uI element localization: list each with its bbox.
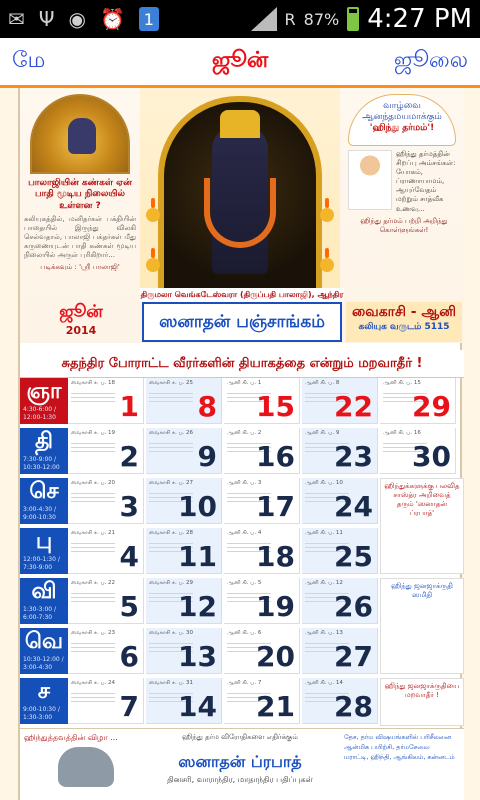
date-number: 19	[256, 590, 295, 623]
day-row	[20, 428, 464, 476]
tamil-date: வைகாசி ச. ப. 18	[71, 380, 116, 386]
tamil-date: ஆனி கி. ப. 6	[227, 630, 262, 636]
weekday-label: ஞா	[26, 379, 62, 404]
notes-lines	[149, 390, 193, 404]
date-cell[interactable]	[68, 428, 144, 474]
date-cell[interactable]	[146, 678, 222, 724]
date-number: 20	[256, 640, 295, 673]
tamil-date: வைகாசி ச. ப. 26	[149, 430, 194, 436]
date-number: 4	[119, 540, 139, 573]
weekday-label: தி	[34, 429, 54, 454]
date-number: 18	[256, 540, 295, 573]
weekday-label: பு	[35, 529, 53, 554]
tamil-date: ஆனி கி. ப. 1	[227, 380, 262, 386]
tamil-date: ஆனி கி. ப. 15	[383, 380, 421, 386]
date-number: 22	[334, 390, 373, 423]
lamp-icon	[320, 258, 334, 272]
promo-note: ஹிந்து ஜனஜாக்ருதி ஸமிதி	[380, 578, 464, 674]
tamil-date: வைகாசி ச. ப. 28	[149, 530, 194, 536]
date-cell[interactable]	[68, 678, 144, 724]
battery-percent: 87%	[303, 9, 340, 29]
date-number: 1	[119, 390, 139, 423]
tamil-date: ஆனி கி. ப. 3	[227, 480, 262, 486]
notes-lines	[149, 440, 193, 454]
month-year-label: ஜூன் 2014	[59, 302, 103, 337]
date-cell[interactable]	[68, 628, 144, 674]
notes-lines	[71, 540, 115, 554]
tamil-date: ஆனி கி. ப. 9	[305, 430, 340, 436]
date-number: 2	[119, 440, 139, 473]
footer-center-ad: ஹிந்து தர்ம விரோதிகளை எதிர்க்கும் ஸனாதன் ப்ரபாத் தினசரி, வாராந்திர, மாதாந்திர பதிப்புகள்	[167, 733, 313, 784]
calendar-grid	[20, 378, 464, 728]
rahu-kalam-times: 4:30-6:00 / 12:00-1:30	[23, 406, 57, 421]
date-number: 12	[178, 590, 217, 623]
footer-ads	[20, 728, 464, 800]
lamp-icon	[146, 258, 160, 272]
tagline: சுதந்திர போராட்ட வீரர்களின் தியாகத்தை என்றும் மறவாதீர் !	[20, 350, 464, 378]
weekday-header	[20, 678, 68, 724]
date-number: 27	[334, 640, 373, 673]
date-number: 10	[178, 490, 217, 523]
promo-note: ஹிந்துக்களுக்கு பலவித சாஸ்த்ர அறிவைத் தரும் 'ஸனாதன் ப்ரபாத்'	[380, 478, 464, 574]
tamil-date: வைகாசி ச. ப. 20	[71, 480, 116, 486]
notes-lines	[71, 490, 115, 504]
date-cell[interactable]	[224, 528, 300, 574]
elephant-icon	[58, 747, 114, 787]
date-number: 5	[119, 590, 139, 623]
tamil-date: ஆனி கி. ப. 16	[383, 430, 421, 436]
tamil-date: வைகாசி ச. ப. 29	[149, 580, 194, 586]
weekday-label: செ	[29, 479, 59, 504]
date-cell[interactable]	[68, 578, 144, 624]
tamil-date: வைகாசி ச. ப. 31	[149, 680, 194, 686]
right-article-heading: வாழ்வை ஆனந்தமயமாக்கும் 'ஹிந்து தர்மம்'!	[348, 94, 456, 146]
tamil-date: வைகாசி ச. ப. 25	[149, 380, 194, 386]
day-row	[20, 378, 464, 426]
date-number: 15	[256, 390, 295, 423]
tamil-month-label: வைகாசி - ஆனி கலியுக வருடம் 5115	[346, 302, 462, 342]
footer-left-ad: ஹிந்துத்தவத்தின் விழா ...	[24, 733, 136, 797]
yoga-figure-icon	[348, 150, 392, 210]
notes-lines	[71, 690, 115, 704]
left-article	[24, 94, 136, 334]
rahu-kalam-times: 12:00-1:30 / 7:30-9:00	[23, 556, 60, 571]
balaji-portrait-icon	[30, 94, 130, 174]
calendar-header	[20, 88, 464, 343]
notes-lines	[71, 640, 115, 654]
date-number: 16	[256, 440, 295, 473]
date-cell[interactable]	[224, 578, 300, 624]
email-icon: ✉	[8, 7, 25, 31]
date-cell[interactable]	[302, 428, 378, 474]
date-cell[interactable]	[68, 378, 144, 424]
lamp-icon	[146, 208, 160, 222]
prev-month-button[interactable]: மே	[12, 47, 46, 73]
date-cell[interactable]	[146, 628, 222, 674]
date-cell[interactable]	[68, 528, 144, 574]
date-cell[interactable]	[224, 678, 300, 724]
date-number: 25	[334, 540, 373, 573]
battery-icon	[347, 7, 359, 31]
date-number: 6	[119, 640, 139, 673]
eye-icon: ◉	[68, 7, 86, 31]
date-number: 24	[334, 490, 373, 523]
date-cell[interactable]	[224, 478, 300, 524]
date-number: 8	[197, 390, 217, 423]
tamil-date: ஆனி கி. ப. 5	[227, 580, 262, 586]
date-number: 9	[197, 440, 217, 473]
deity-image	[140, 88, 340, 298]
date-number: 13	[178, 640, 217, 673]
clock: 4:27 PM	[367, 4, 472, 34]
temple-caption: திருமலா வெங்கடேஸ்வரா (திருப்பதி பாலாஜி), ஆந்திர	[140, 288, 344, 302]
tamil-date: ஆனி கி. ப. 2	[227, 430, 262, 436]
right-article-body: ஹிந்து தர்மத்தின் சிறப்பு அம்சங்கள்: யோகம், ப்ராணாயாமம், ஆயுர்வேதம் மற்றும் சாத்வீக உணவு...	[348, 150, 460, 214]
left-article-title: பாலாஜியின் கண்கள் ஏன் பாதி மூடிய நிலையில் உள்ளன ?	[28, 178, 132, 211]
date-number: 17	[256, 490, 295, 523]
rahu-kalam-times: 10:30-12:00 / 3:00-4:30	[23, 656, 64, 671]
promo-note: ஹிந்து ஜனஜாக்ருதியை மறவாதீர் !	[380, 678, 464, 726]
left-article-body: கலியுகத்தில், மனிதர்கள் பக்தியின் பாதையில் இருந்து விலகி செல்வதால், பாலாஜி பக்தர்கள் மீது கருணையுடன் பாதி கண்கள் மூடிய நிலையில் அருள் புரிகிறார்...	[24, 214, 136, 260]
date-cell[interactable]	[380, 428, 456, 474]
notes-lines	[71, 390, 115, 404]
notification-badge: 1	[139, 7, 159, 31]
date-number: 30	[412, 440, 451, 473]
date-cell[interactable]	[224, 428, 300, 474]
date-cell[interactable]	[224, 628, 300, 674]
date-cell[interactable]	[302, 528, 378, 574]
date-number: 11	[178, 540, 217, 573]
weekday-header	[20, 528, 68, 574]
tamil-date: வைகாசி ச. ப. 24	[71, 680, 116, 686]
panchangam-title: ஸனாதன் பஞ்சாங்கம்	[142, 302, 342, 342]
date-cell[interactable]	[68, 478, 144, 524]
left-article-footer: படிக்கவும் : 'ஸ்ரீ பாலாஜி'	[40, 263, 120, 272]
date-cell[interactable]	[146, 528, 222, 574]
date-cell[interactable]	[302, 628, 378, 674]
calendar-page[interactable]	[0, 88, 480, 800]
date-cell[interactable]	[302, 678, 378, 724]
tamil-date: வைகாசி ச. ப. 23	[71, 630, 116, 636]
footer-right-ad: தேச, தர்ம விஷயங்களில் பரிசீலனை ஆன்மிக பயிற்சி, தர்மசேவை மராட்டி, ஹிந்தி, ஆங்கிலம், கன்னடம்	[344, 733, 455, 761]
alarm-icon: ⏰	[99, 7, 125, 31]
signal-icon	[251, 7, 277, 31]
weekday-header	[20, 478, 68, 524]
date-number: 23	[334, 440, 373, 473]
notes-lines	[71, 440, 115, 454]
tamil-date: வைகாசி ச. ப. 22	[71, 580, 116, 586]
weekday-header	[20, 578, 68, 624]
date-cell[interactable]	[224, 378, 300, 424]
date-number: 14	[178, 690, 217, 723]
notes-lines	[71, 590, 115, 604]
weekday-header	[20, 428, 68, 474]
tamil-date: வைகாசி ச. ப. 27	[149, 480, 194, 486]
tamil-date: ஆனி கி. ப. 13	[305, 630, 343, 636]
tamil-date: வைகாசி ச. ப. 21	[71, 530, 116, 536]
date-cell[interactable]	[146, 378, 222, 424]
rahu-kalam-times: 7:30-9:00 / 10:30-12:00	[23, 456, 60, 471]
weekday-label: ச	[37, 679, 51, 704]
tamil-date: ஆனி கி. ப. 7	[227, 680, 262, 686]
rahu-kalam-times: 1:30-3:00 / 6:00-7:30	[23, 606, 57, 621]
date-number: 28	[334, 690, 373, 723]
tamil-date: வைகாசி ச. ப. 30	[149, 630, 194, 636]
date-cell[interactable]	[302, 378, 378, 424]
tamil-date: ஆனி கி. ப. 4	[227, 530, 262, 536]
lamp-icon	[320, 208, 334, 222]
date-cell[interactable]	[146, 478, 222, 524]
weekday-label: வெ	[24, 629, 64, 654]
date-number: 3	[119, 490, 139, 523]
weekday-label: வி	[31, 579, 57, 604]
next-month-button[interactable]: ஜூலை	[393, 47, 468, 73]
usb-icon: Ψ	[38, 7, 55, 31]
tamil-date: ஆனி கி. ப. 12	[305, 580, 343, 586]
rahu-kalam-times: 3:00-4:30 / 9:00-10:30	[23, 506, 57, 521]
date-cell[interactable]	[302, 478, 378, 524]
weekday-header	[20, 378, 68, 424]
tamil-date: ஆனி கி. ப. 8	[305, 380, 340, 386]
date-cell[interactable]	[302, 578, 378, 624]
date-cell[interactable]	[380, 378, 456, 424]
network-type: R	[284, 9, 296, 29]
current-month-title: ஜூன்	[211, 47, 269, 73]
tamil-date: வைகாசி ச. ப. 19	[71, 430, 116, 436]
weekday-header	[20, 628, 68, 674]
right-article	[348, 94, 460, 334]
right-article-footer: ஹிந்து தர்மம் பற்றி அறிந்து கொள்ளுங்கள்!	[360, 216, 448, 234]
date-cell[interactable]	[146, 428, 222, 474]
tamil-date: ஆனி கி. ப. 14	[305, 680, 343, 686]
rahu-kalam-times: 9:00-10:30 / 1:30-3:00	[23, 706, 60, 721]
date-number: 29	[412, 390, 451, 423]
status-bar	[0, 0, 480, 38]
date-number: 26	[334, 590, 373, 623]
date-number: 7	[119, 690, 139, 723]
date-number: 21	[256, 690, 295, 723]
month-nav	[0, 38, 480, 88]
tamil-date: ஆனி கி. ப. 11	[305, 530, 343, 536]
date-cell[interactable]	[146, 578, 222, 624]
calendar-frame	[18, 88, 462, 800]
tamil-date: ஆனி கி. ப. 10	[305, 480, 343, 486]
